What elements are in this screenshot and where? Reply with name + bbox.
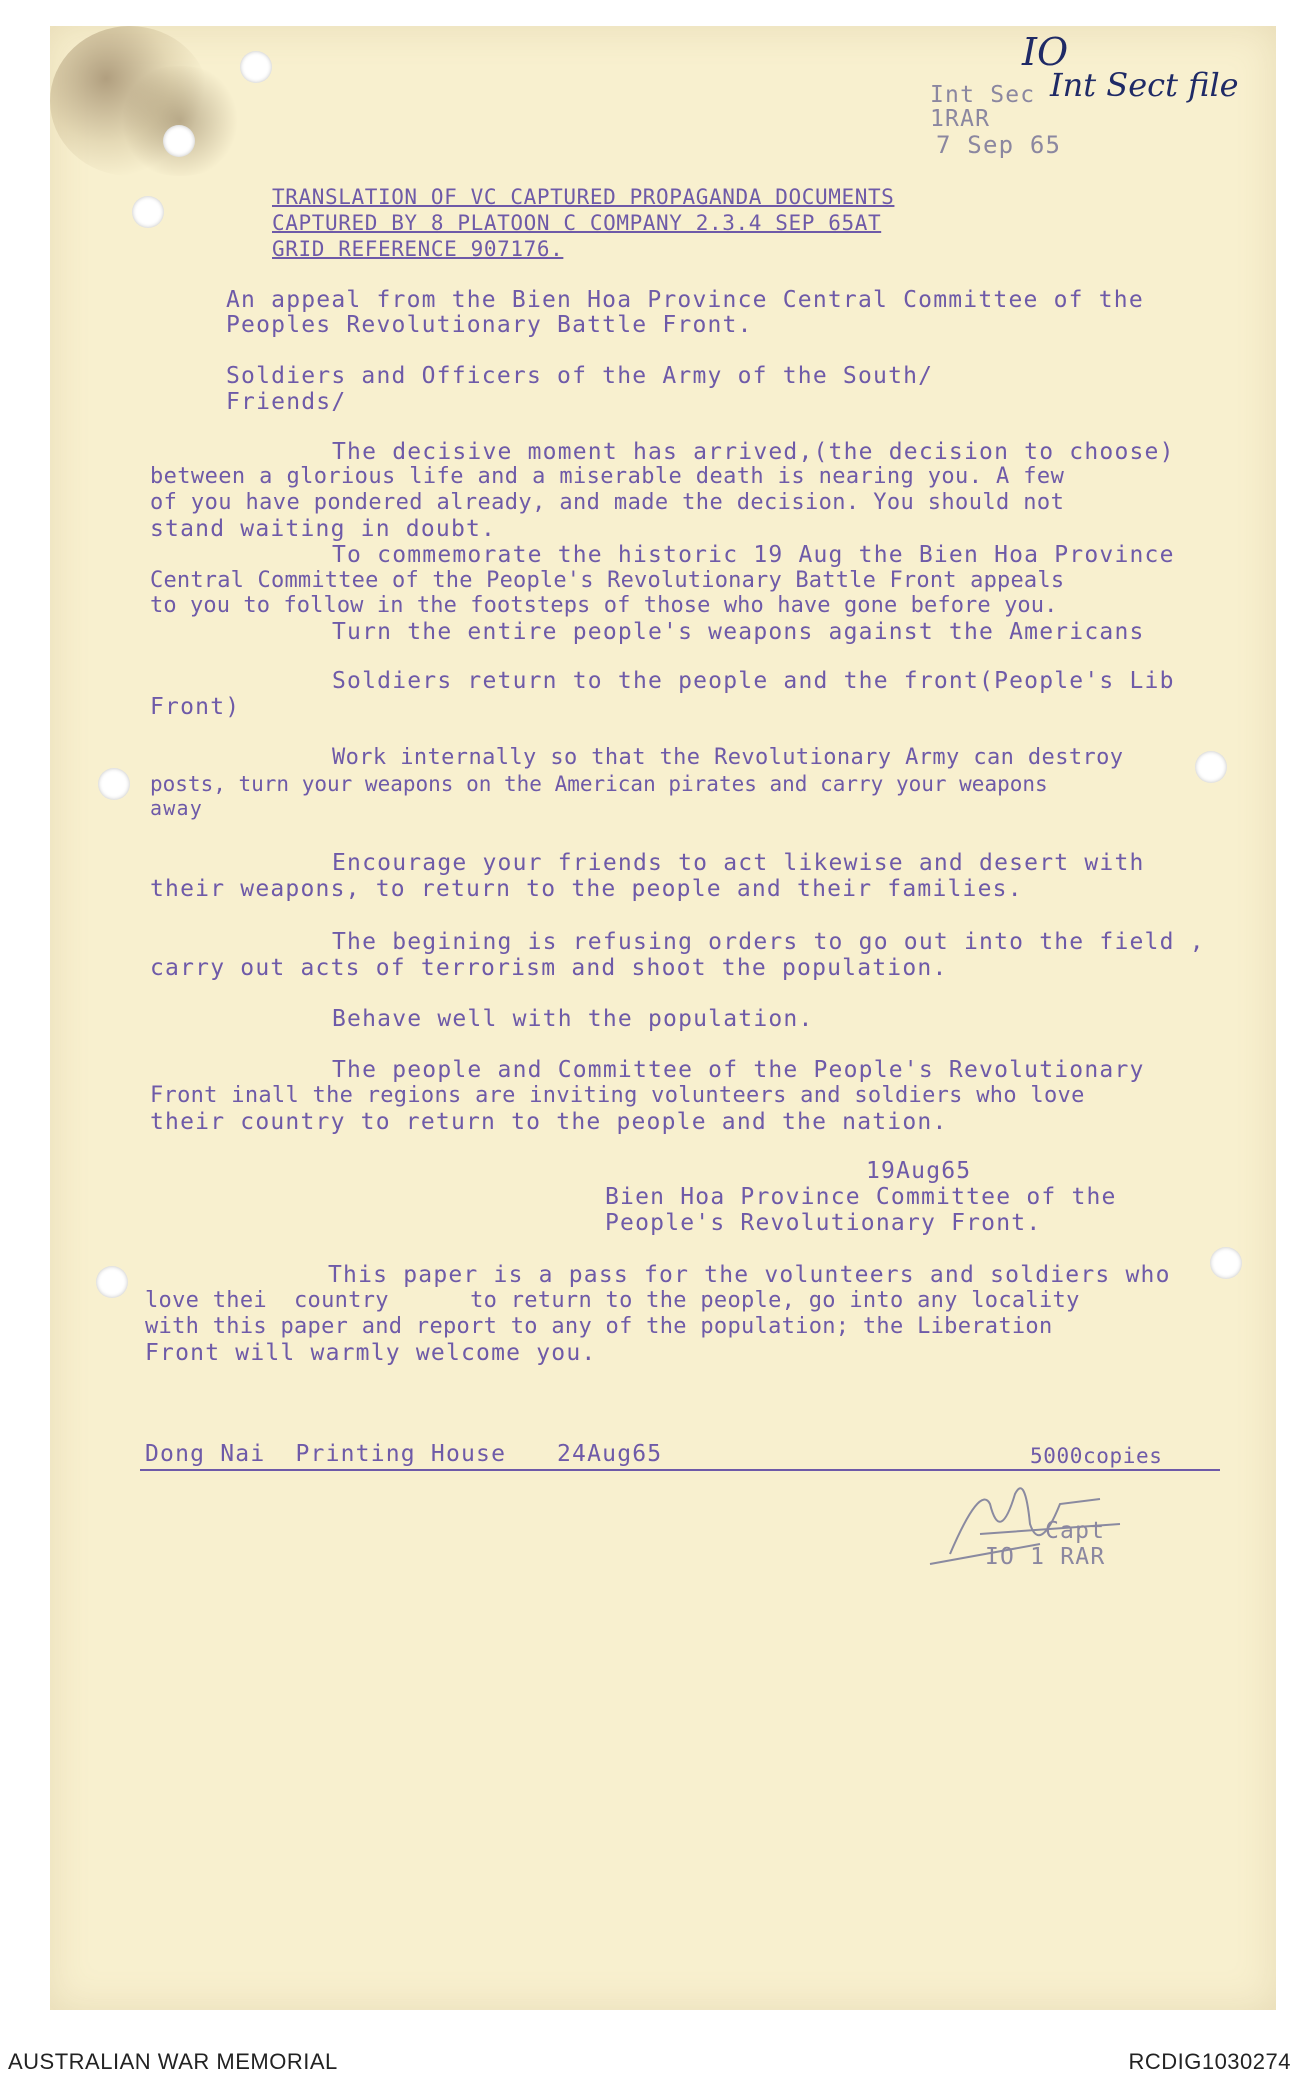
punch-hole xyxy=(98,768,130,800)
printing-copies: 5000copies xyxy=(1030,1444,1163,1468)
intro-line-1: An appeal from the Bien Hoa Province Central Committee of the xyxy=(226,287,1144,313)
para4-line-1: Work internally so that the Revolutionary Army can destroy xyxy=(332,745,1124,770)
para2-line-2: Central Committee of the People's Revolutionary Battle Front appeals xyxy=(150,568,1065,593)
para3-line-1: Soldiers return to the people and the front(People's Lib xyxy=(332,668,1175,694)
para1-line-1: The decisive moment has arrived,(the decision to choose) xyxy=(332,439,1175,465)
stamp-line-1: Int Sec xyxy=(930,82,1036,108)
para1-line-2: between a glorious life and a miserable death is nearing you. A few xyxy=(150,464,1065,489)
pass-line-2: love thei country to return to the people, go into any locality xyxy=(145,1288,1080,1313)
signature-rank: Capt xyxy=(1045,1518,1106,1544)
punch-hole xyxy=(1210,1247,1242,1279)
para1-line-3: of you have pondered already, and made the decision. You should not xyxy=(150,490,1065,515)
footer-id: RCDIG1030274 xyxy=(1128,2049,1291,2074)
para2-line-3: to you to follow in the footsteps of those who have gone before you. xyxy=(150,593,1058,618)
pass-line-4: Front will warmly welcome you. xyxy=(145,1340,597,1366)
punch-hole xyxy=(96,1266,128,1298)
intro-line-2: Peoples Revolutionary Battle Front. xyxy=(226,312,753,338)
para4-line-2: posts, turn your weapons on the American pirates and carry your weapons xyxy=(150,772,1048,796)
para6-line-1: The begining is refusing orders to go out into the field , xyxy=(332,929,1205,955)
para5-line-1: Encourage your friends to act likewise and desert with xyxy=(332,850,1145,876)
printing-house: Dong Nai Printing House xyxy=(145,1441,507,1467)
para8-line-2: Front inall the regions are inviting volunteers and soldiers who love xyxy=(150,1083,1085,1108)
punch-hole xyxy=(132,196,164,228)
signoff-line-1: Bien Hoa Province Committee of the xyxy=(605,1184,1117,1210)
punch-hole xyxy=(240,51,272,83)
para7-line-1: Behave well with the population. xyxy=(332,1006,814,1032)
pass-line-3: with this paper and report to any of the population; the Liberation xyxy=(145,1314,1053,1339)
para5-line-2: their weapons, to return to the people and their families. xyxy=(150,876,1023,902)
printing-date: 24Aug65 xyxy=(557,1441,663,1467)
footer-source: AUSTRALIAN WAR MEMORIAL xyxy=(8,2049,338,2074)
para2-line-4: Turn the entire people's weapons against the Americans xyxy=(332,619,1145,645)
title-line-2: CAPTURED BY 8 PLATOON C COMPANY 2.3.4 SEP 65AT xyxy=(272,211,882,235)
para8-line-1: The people and Committee of the People's Revolutionary xyxy=(332,1057,1145,1083)
salutation-line-1: Soldiers and Officers of the Army of the South/ xyxy=(226,363,934,389)
signoff-date: 19Aug65 xyxy=(866,1158,972,1184)
title-line-3: GRID REFERENCE 907176. xyxy=(272,237,564,261)
signature-unit: IO 1 RAR xyxy=(985,1544,1106,1570)
annotation-io: IO xyxy=(1022,30,1069,74)
punch-hole xyxy=(163,125,195,157)
para8-line-3: their country to return to the people and the nation. xyxy=(150,1109,948,1135)
annotation-file-note: Int Sect file xyxy=(1050,66,1239,104)
stamp-line-2: 1RAR xyxy=(930,106,991,132)
pass-line-1: This paper is a pass for the volunteers and soldiers who xyxy=(328,1262,1171,1288)
para2-line-1: To commemorate the historic 19 Aug the Bien Hoa Province xyxy=(332,542,1175,568)
para3-line-2: Front) xyxy=(150,694,241,720)
para6-line-2: carry out acts of terrorism and shoot the population. xyxy=(150,955,948,981)
para1-line-4: stand waiting in doubt. xyxy=(150,516,497,542)
title-line-1: TRANSLATION OF VC CAPTURED PROPAGANDA DOCUMENTS xyxy=(272,185,895,209)
stamp-date: 7 Sep 65 xyxy=(936,131,1062,159)
para4-line-3: away xyxy=(150,796,203,820)
signoff-line-2: People's Revolutionary Front. xyxy=(605,1210,1042,1236)
punch-hole xyxy=(1195,751,1227,783)
salutation-line-2: Friends/ xyxy=(226,389,347,415)
stain-top-left-2 xyxy=(110,66,250,176)
